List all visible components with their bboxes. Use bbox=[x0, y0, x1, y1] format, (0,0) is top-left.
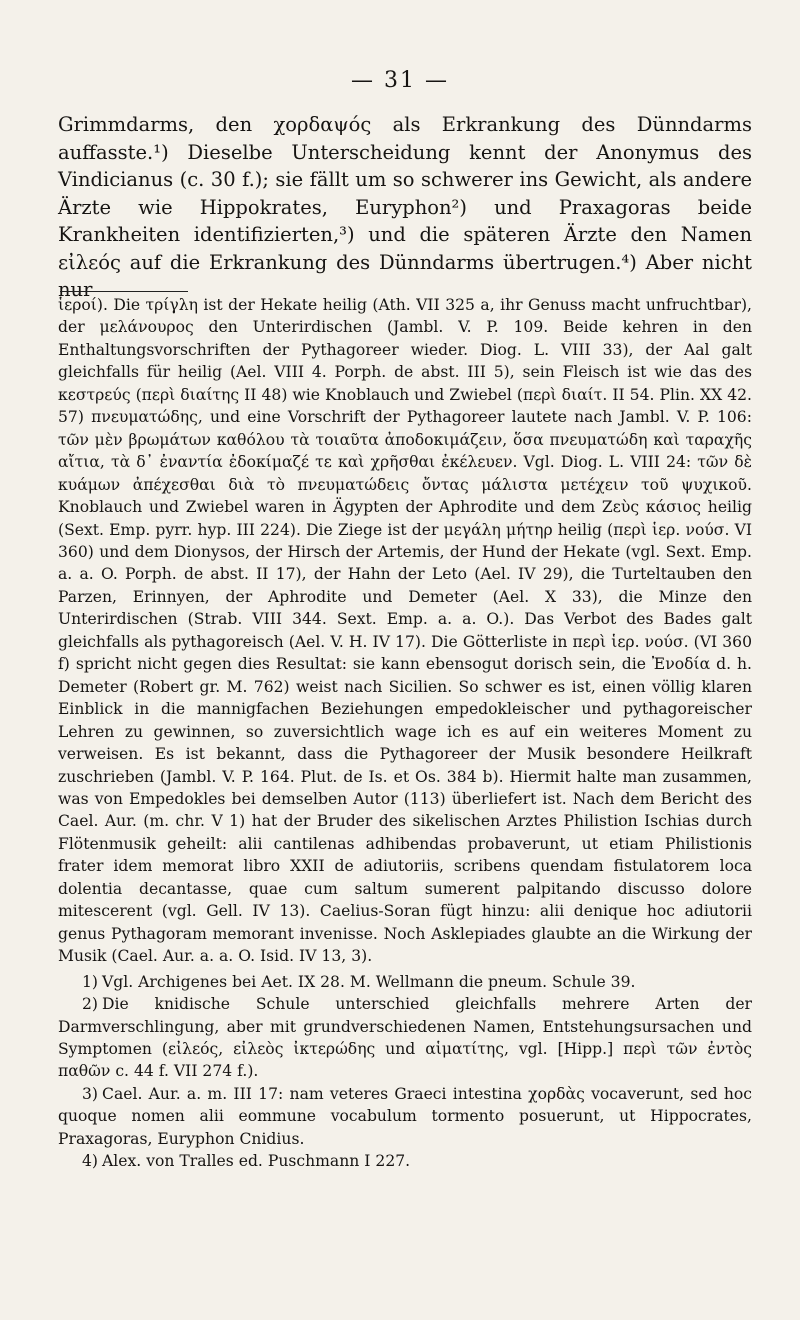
footnote-1-number: 1) bbox=[82, 972, 99, 991]
main-text bbox=[58, 111, 752, 304]
footnote-2-number: 2) bbox=[82, 995, 99, 1014]
footnote-1-text: Vgl. Archigenes bei Aet. IX 28. M. Wellmann die pneum. Schule 39. bbox=[102, 972, 636, 991]
note-continuation: ἱεροί). Die τρίγλη ist der Hekate heilig (Ath. VII 325 a, ihr Genuss macht unfruchtbar), der μελάνουρος den Unterirdischen (Jambl. V. P. 109. Beide kehren in den Enthaltungsvorschriften der Pythagoreer wieder. Diog. L. VIII 33), der Aal galt gleichfalls für heilig (Ael. VIII 4. Porph. de abst. III 5), sein Fleisch ist wie das des κεστρεύς (περὶ διαίτης II 48) wie Knoblauch und Zwiebel (περὶ διαίτ. II 54. Plin. XX 42. 57) πνευματώδης, und eine Vorschrift der Pythagoreer lautete nach Jambl. V. P. 106: τῶν μὲν βρωμάτων καθόλου τὰ τοιαῦτα ἀποδοκιμάζειν, ὅσα πνευματώδη καὶ ταραχῆς αἴτια, τὰ δ᾽ ἐναντία ἐδοκίμαζέ τε καὶ χρῆσθαι ἐκέλευεν. Vgl. Diog. L. VIII 24: τῶν δὲ κυάμων ἀπέχεσθαι διὰ τὸ πνευματώδεις ὄντας μάλιστα μετέχειν τοῦ ψυχικοῦ. Knoblauch und Zwiebel waren in Ägypten der Aphrodite und dem Ζεὺς κάσιος heilig (Sext. Emp. pyrr. hyp. III 224). Die Ziege ist der μεγάλη μήτηρ heilig (περὶ ἱερ. νούσ. VI 360) und dem Dionysos, der Hirsch der Artemis, der Hund der Hekate (vgl. Sext. Emp. a. a. O. Porph. de abst. II 17), der Hahn der Leto (Ael. IV 29), die Turteltauben den Parzen, Erinnyen, der Aphrodite und Demeter (Ael. X 33), die Minze den Unterirdischen (Strab. VIII 344. Sext. Emp. a. a. O.). Das Verbot des Bades galt gleichfalls als pythagoreisch (Ael. V. H. IV 17). Die Götterliste in περὶ ἱερ. νούσ. (VI 360 f) spricht nicht gegen dies Resultat: sie kann ebensogut dorisch sein, die Ἐνοδία d. h. Demeter (Robert gr. M. 762) weist nach Sicilien. So schwer es ist, einen völlig klaren Einblick in die mannigfachen Beziehungen empedokleischer und pythagoreischer Lehren zu gewinnen, so zuversichtlich wage ich es auf ein weiteres Moment zu verweisen. Es ist bekannt, dass die Pythagoreer der Musik besondere Heilkraft zuschrieben (Jambl. V. P. 164. Plut. de Is. et Os. 384 b). Hiermit halte man zusammen, was von Empedokles bei demselben Autor (113) überliefert ist. Nach dem Bericht des Cael. Aur. (m. chr. V 1) hat der Bruder des sikelischen Arztes Philistion Ischias durch Flötenmusik geheilt: alii cantilenas adhibendas probaverunt, ut etiam Philistionis frater idem memorat libro XXII de adiutoriis, scribens quendam fistulatorem loca dolentia decantasse, quae cum saltum sumerent palpitando discusso dolore mitescerent (vgl. Gell. IV 13). Caelius-Soran fügt hinzu: alii denique hoc adiutorii genus Pythagoram memorant invenisse. Noch Asklepiades glaubte an die Wirkung der Musik (Cael. Aur. a. a. O. Isid. IV 13, 3). bbox=[58, 296, 752, 966]
footnote-2-text: Die knidische Schule unterschied gleichfalls mehrere Arten der Darmverschlingung, aber mit grundverschiedenen Namen, Entstehungsursachen und Symptomen (εἰλεός, εἰλεὸς ἰκτερώδης und αἱματίτης, vgl. [Hipp.] περὶ τῶν ἐντὸς παθῶν c. 44 f. VII 274 f.). bbox=[58, 995, 752, 1081]
footnote-list bbox=[58, 971, 752, 1173]
footnote-2 bbox=[58, 993, 752, 1083]
footnote-4-number: 4) bbox=[82, 1152, 99, 1171]
footnote-3-text: Cael. Aur. a. m. III 17: nam veteres Graeci intestina χορδὰς vocaverunt, sed hoc quoque nomen alii eommune vocabulum tormento posuerunt, ut Hippocrates, Praxagoras, Euryphon Cnidius. bbox=[58, 1084, 752, 1148]
footnote-area bbox=[58, 294, 752, 1173]
footnote-separator bbox=[60, 291, 188, 292]
main-paragraph: Grimmdarms, den χορδαψός als Erkrankung des Dünndarms auffasste.¹) Dieselbe Unterscheidung kennt der Anonymus des Vindicianus (c. 30 f.); sie fällt um so schwerer ins Gewicht, als andere Ärzte wie Hippokrates, Euryphon²) und Praxagoras beide Krankheiten identifizierten,³) und die späteren Ärzte den Namen εἰλεός auf die Erkrankung des Dünndarms übertrugen.⁴) Aber nicht nur bbox=[58, 113, 752, 301]
page-number: — 31 — bbox=[351, 68, 449, 93]
footnote-4 bbox=[58, 1150, 752, 1172]
footnote-3-number: 3) bbox=[82, 1084, 99, 1103]
footnote-3 bbox=[58, 1083, 752, 1150]
footnote-4-text: Alex. von Tralles ed. Puschmann I 227. bbox=[102, 1152, 411, 1171]
footnote-1 bbox=[58, 971, 752, 993]
